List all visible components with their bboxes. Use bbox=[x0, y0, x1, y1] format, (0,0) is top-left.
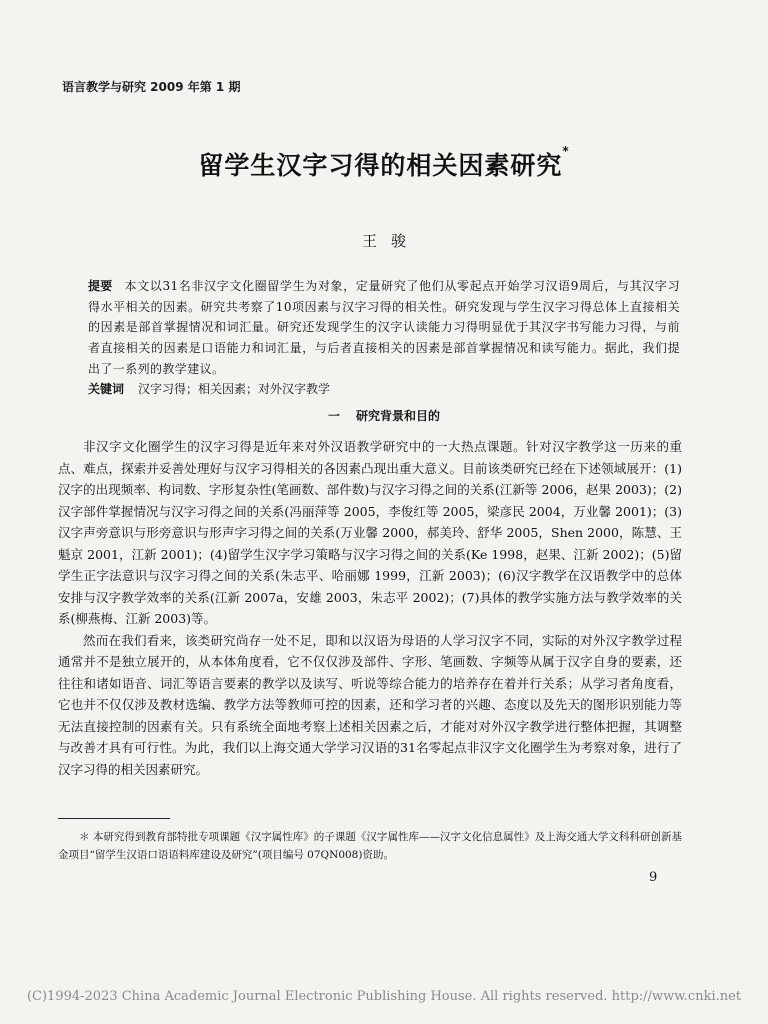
abstract-label: 提要 bbox=[88, 279, 113, 293]
page-number: 9 bbox=[649, 870, 658, 885]
abstract-text: 本文以31名非汉字文化圈留学生为对象，定量研究了他们从零起点开始学习汉语9周后，与其汉字习得水平相关的因素。研究共考察了10项因素与汉字习得的相关性。研究发现与学生汉字习得总体上直接相关的因素是部首掌握情况和词汇量。研究还发现学生的汉字认读能力习得明显优于其汉字书写能力习得，与前者直接相关的因素是口语能力和词汇量，与后者直接相关的因素是部首掌握情况和读写能力。据此，我们提出了一系列的教学建议。 bbox=[88, 279, 680, 376]
author-name: 王骏 bbox=[361, 232, 420, 250]
section-title: 研究背景和目的 bbox=[356, 409, 441, 423]
journal-header: 语言教学与研究 2009 年第 1 期 bbox=[62, 80, 241, 94]
section-heading bbox=[0, 407, 768, 424]
body-paragraph-2: 然而在我们看来，该类研究尚存一处不足，即和以汉语为母语的人学习汉字不同，实际的对外汉字教学过程通常并不是独立展开的，从本体角度看，它不仅仅涉及部件、字形、笔画数、字频等从属于汉字自身的要素，还往往和诸如语音、词汇等语言要素的教学以及读写、听说等综合能力的培养存在着并行关系；从学习者角度看，它也并不仅仅涉及教材选编、教学方法等教师可控的因素，还和学习者的兴趣、态度以及先天的图形识别能力等无法直接控制的因素有关。只有系统全面地考察上述相关因素之后，才能对对外汉字教学进行整体把握，其调整与改善才具有可行性。为此，我们以上海交通大学学习汉语的31名零起点非汉字文化圈学生为考察对象，进行了汉字习得的相关因素研究。 bbox=[58, 632, 682, 777]
footnote: ＊ 本研究得到教育部特批专项课题《汉字属性库》的子课题《汉字属性库——汉字文化信息属性》及上海交通大学文科科研创新基金项目“留学生汉语口语语料库建设及研究”(项目编号 07QN008)资助。 bbox=[58, 831, 682, 861]
footnote-divider bbox=[58, 818, 170, 819]
paper-title bbox=[0, 146, 768, 182]
keywords-label: 关键词 bbox=[88, 382, 125, 396]
paper-title-text: 留学生汉字习得的相关因素研究 bbox=[198, 151, 563, 180]
keywords bbox=[88, 380, 680, 397]
keywords-text: 汉字习得；相关因素；对外汉字教学 bbox=[138, 382, 331, 396]
abstract bbox=[88, 276, 680, 380]
title-footnote-mark: * bbox=[562, 144, 570, 158]
body-paragraph-1: 非汉字文化圈学生的汉字习得是近年来对外汉语教学研究中的一大热点课题。针对汉字教学这一历来的重点、难点，探索并妥善处理好与汉字习得相关的各因素凸现出重大意义。目前该类研究已经在下述领域展开：(1)汉字的出现频率、构词数、字形复杂性(笔画数、部件数)与汉字习得之间的关系(江新等 2006，赵果 2003)；(2)汉字部件掌握情况与汉字习得之间的关系(冯丽萍等 2005，李俊红等 2005，梁彦民 2004，万业馨 2001)；(3)汉字声旁意识与形旁意识与形声字习得之间的关系(万业馨 2000，郝美玲、舒华 2005，Shen 2000，陈慧、王魁京 2001，江新 2001)；(4)留学生汉字学习策略与汉字习得之间的关系(Ke 1998，赵果、江新 2002)；(5)留学生正字法意识与汉字习得之间的关系(朱志平、哈丽娜 1999，江新 2003)；(6)汉字教学在汉语教学中的总体安排与汉字教学效率的关系(江新 2007a，安雄 2003，朱志平 2002)；(7)具体的教学实施方法与教学效率的关系(柳燕梅、江新 2003)等。 bbox=[58, 439, 682, 626]
body-text bbox=[58, 436, 682, 780]
copyright-watermark: (C)1994-2023 China Academic Journal Electronic Publishing House. All rights reserved. http://www.cnki.net bbox=[26, 989, 742, 1004]
section-number: 一 bbox=[327, 409, 340, 423]
